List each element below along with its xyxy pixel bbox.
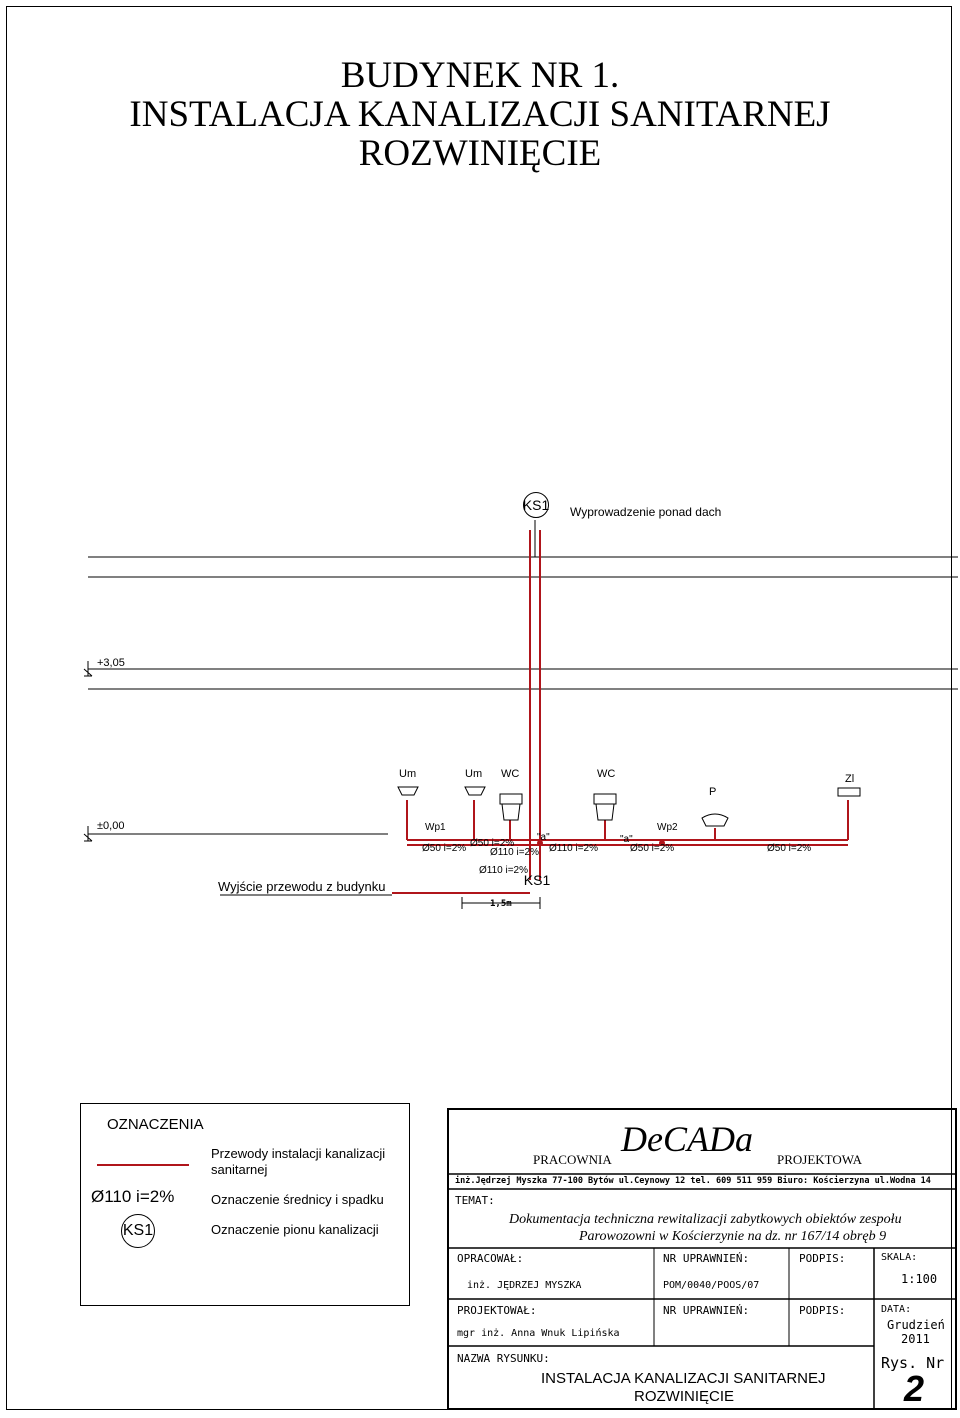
podpis-label-2: PODPIS: [799,1304,846,1317]
podpis-label: PODPIS: [799,1252,846,1265]
skala-value: 1:100 [901,1272,938,1286]
legend-diameter-desc: Oznaczenie średnicy i spadku [211,1192,384,1207]
title-line-2: INSTALACJA KANALIZACJI SANITARNEJ [129,94,831,135]
data-label: DATA: [881,1304,912,1315]
riser-note: Wyprowadzenie ponad dach [570,505,722,519]
washbasin-2 [465,787,485,795]
pipe-label-3: Ø110 i=2% [490,847,540,858]
projektowal-name: mgr inż. Anna Wnuk Lipińska [457,1328,620,1339]
level-top-label: +3,05 [97,657,125,669]
skala-label: SKALA: [881,1252,918,1263]
nr-uprawnien-label: NR UPRAWNIEŃ: [663,1252,750,1265]
data-month: Grudzień [887,1318,945,1332]
exit-pipe-label: Ø110 i=2% [479,865,529,876]
fixture-label-zl: Zl [845,773,855,785]
fixture-label-wc-1: WC [501,768,520,780]
pipe-label-5: Ø110 i=2% [549,843,599,854]
pipe-label-4: "a" [537,832,550,843]
nr-uprawnien-label-2: NR UPRAWNIEŃ: [663,1304,750,1317]
exit-ks1-label: KS1 [523,872,551,888]
studio-right: PROJEKTOWA [777,1152,862,1167]
nr-uprawnien-value: POM/0040/POOS/07 [663,1280,760,1291]
legend-diameter-sample: Ø110 i=2% [91,1187,175,1206]
pipe-label-7: Ø50 i=2% [630,843,675,854]
opracowal-label: OPRACOWAŁ: [457,1252,524,1265]
data-year: 2011 [901,1332,930,1346]
pipe-label-6: "a" [620,834,633,845]
title-line-1: BUDYNEK NR 1. [340,55,620,96]
fixture-label-um-1: Um [399,768,417,780]
washbasin-1 [398,787,418,795]
title-line-3: ROZWINIĘCIE [358,133,602,174]
fixture-label-p: P [709,786,717,798]
projektowal-label: PROJEKTOWAŁ: [457,1304,537,1317]
legend-riser-sample: KS1 [121,1214,155,1248]
title-block [447,1108,957,1410]
temat-label: TEMAT: [455,1194,495,1207]
shower-tray [702,814,728,826]
fixture-label-wc-2: WC [597,768,616,780]
riser-ks1-circle: KS1 [523,492,549,518]
legend-pipe-desc: Przewody instalacji kanalizacji sanitarnej [211,1146,386,1177]
wp2-label: Wp2 [657,822,678,833]
wp1-label: Wp1 [425,822,446,833]
studio-logo: DeCADa [621,1119,753,1159]
toilet-tank-1 [500,794,522,804]
nazwa-line-2: ROZWINIĘCIE [634,1388,734,1405]
legend-riser-desc: Oznaczenie pionu kanalizacji [211,1222,379,1237]
nazwa-rysunku-label: NAZWA RYSUNKU: [457,1352,550,1365]
studio-address: inż.Jędrzej Myszka 77-100 Bytów ul.Ceynowy 12 tel. 609 511 959 Biuro: Kościerzyna ul.Wodna 14 [455,1176,931,1186]
legend-title: OZNACZENIA [107,1116,204,1133]
temat-line-2: Parowozowni w Kościerzynie na dz. nr 167/14 obręb 9 [579,1229,887,1244]
exit-label: Wyjście przewodu z budynku [218,879,386,894]
nazwa-line-1: INSTALACJA KANALIZACJI SANITARNEJ [541,1370,826,1387]
studio-left: PRACOWNIA [533,1152,612,1167]
legend-box [80,1103,410,1306]
opracowal-name: inż. JĘDRZEJ MYSZKA [467,1280,582,1291]
dimension-label: 1,5m [490,899,512,909]
rys-nr-value: 2 [904,1368,925,1409]
fixture-label-um-2: Um [465,768,483,780]
toilet-bowl-1 [502,804,520,820]
pipe-label-1: Ø50 i=2% [422,843,467,854]
pipe-label-2: Ø50 i=2% [470,838,515,849]
toilet-tank-2 [594,794,616,804]
legend-pipe-sample [97,1164,189,1166]
level-ground-label: ±0,00 [97,820,125,832]
sink [838,788,860,796]
rys-nr-label: Rys. Nr [881,1354,945,1372]
pipe-label-8: Ø50 i=2% [767,843,812,854]
toilet-bowl-2 [596,804,614,820]
temat-line-1: Dokumentacja techniczna rewitalizacji zabytkowych obiektów zespołu [509,1212,902,1227]
